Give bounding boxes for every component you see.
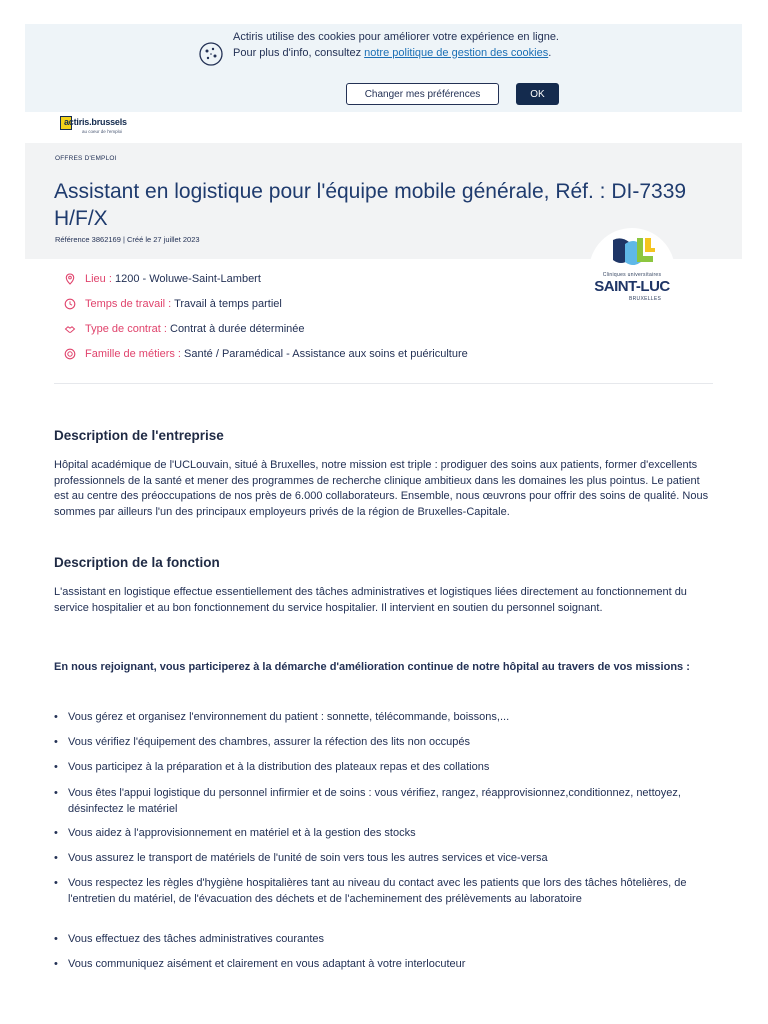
job-reference: Référence 3862169 | Créé le 27 juillet 2023 (55, 235, 200, 244)
cookie-icon (197, 40, 225, 68)
list-item: • Vous êtes l'appui logistique du personnel infirmier et de soins : vous vérifiez, rangez, réapprovisionnez,conditionnez, nettoyez, désinfectez le matériel (54, 786, 694, 817)
location-pin-icon (64, 273, 76, 285)
function-description-heading: Description de la fonction (54, 555, 220, 570)
list-item: • Vous communiquez aisément et clairement en vous adaptant à votre interlocuteur (54, 957, 694, 973)
meta-label: Type de contrat : (85, 323, 167, 335)
actiris-logo[interactable] (60, 116, 150, 138)
missions-intro: En nous rejoignant, vous participerez à la démarche d'amélioration continue de notre hôpital au travers de vos missions : (54, 661, 690, 673)
category-icon (64, 348, 76, 360)
meta-value: 1200 - Woluwe-Saint-Lambert (114, 273, 261, 285)
meta-label: Temps de travail : (85, 298, 172, 310)
cookie-policy-link[interactable]: notre politique de gestion des cookies (364, 46, 549, 59)
list-item: • Vous assurez le transport de matériels de l'unité de soin vers tous les autres services et vice-versa (54, 851, 694, 867)
company-subtitle: Cliniques universitaires (602, 272, 662, 278)
list-item: • Vous aidez à l'approvisionnement en matériel et à la gestion des stocks (54, 826, 694, 842)
meta-value: Contrat à durée déterminée (170, 323, 305, 335)
clock-icon (64, 298, 76, 310)
divider (54, 383, 713, 384)
meta-label: Lieu : (85, 273, 112, 285)
company-logo (589, 228, 675, 314)
saint-luc-logo-icon (603, 234, 661, 270)
list-item: • Vous effectuez des tâches administratives courantes (54, 932, 694, 948)
list-item: • Vous gérez et organisez l'environnement du patient : sonnette, télécommande, boissons,... (54, 710, 694, 726)
company-description-text: Hôpital académique de l'UCLouvain, situé à Bruxelles, notre mission est triple : prodiguer des soins aux patients, former d'excellents professionnels de la santé et mener des programmes de recherche clinique ambitieux dans les domaines les plus pointus. Le patient est au centre des préoccupations de nos près de 6.000 collaborateurs. Ensemble, nous œuvrons pour offrir des soins de qualité. Nous sommes par ailleurs l'un des principaux employeurs privés de la région de Bruxelles-Capitale. (54, 459, 709, 518)
logo-tagline: au coeur de l'emploi (82, 129, 123, 134)
company-city: BRUXELLES (629, 296, 662, 302)
cookie-message: Actiris utilise des cookies pour améliorer votre expérience en ligne. Pour plus d'info, consultez notre politique de gestion des cookies. (233, 31, 559, 59)
breadcrumb[interactable]: OFFRES D'EMPLOI (55, 155, 117, 162)
list-item: • Vous respectez les règles d'hygiène hospitalières tant au niveau du contact avec les patients que lors des tâches hôtelières, de l'entretien du matériel, de l'évacuation des déchets et de l'acheminement des prélèvements au laboratoire (54, 876, 694, 907)
change-preferences-button[interactable]: Changer mes préférences (346, 83, 499, 105)
handshake-icon (64, 323, 76, 335)
logo-text: actiris.brussels (64, 117, 127, 127)
cookie-banner (25, 24, 742, 112)
cookie-ok-button[interactable]: OK (516, 83, 559, 105)
meta-value: Travail à temps partiel (174, 298, 282, 310)
list-item: • Vous vérifiez l'équipement des chambres, assurer la réfection des lits non occupés (54, 735, 694, 751)
company-description-heading: Description de l'entreprise (54, 428, 224, 443)
list-item: • Vous participez à la préparation et à la distribution des plateaux repas et des collations (54, 760, 694, 776)
meta-label: Famille de métiers : (85, 348, 181, 360)
page-title: Assistant en logistique pour l'équipe mobile générale, Réf. : DI-7339 H/F/X (54, 180, 687, 230)
meta-value: Santé / Paramédical - Assistance aux soins et puériculture (184, 348, 468, 360)
function-description-text: L'assistant en logistique effectue essentiellement des tâches administratives et logistiques liées directement au fonctionnement du service hospitalier et au bon fonctionnement du service hospitalier. Il intervient en soutien du personnel soignant. (54, 586, 687, 614)
company-name: SAINT-LUC (594, 278, 670, 295)
